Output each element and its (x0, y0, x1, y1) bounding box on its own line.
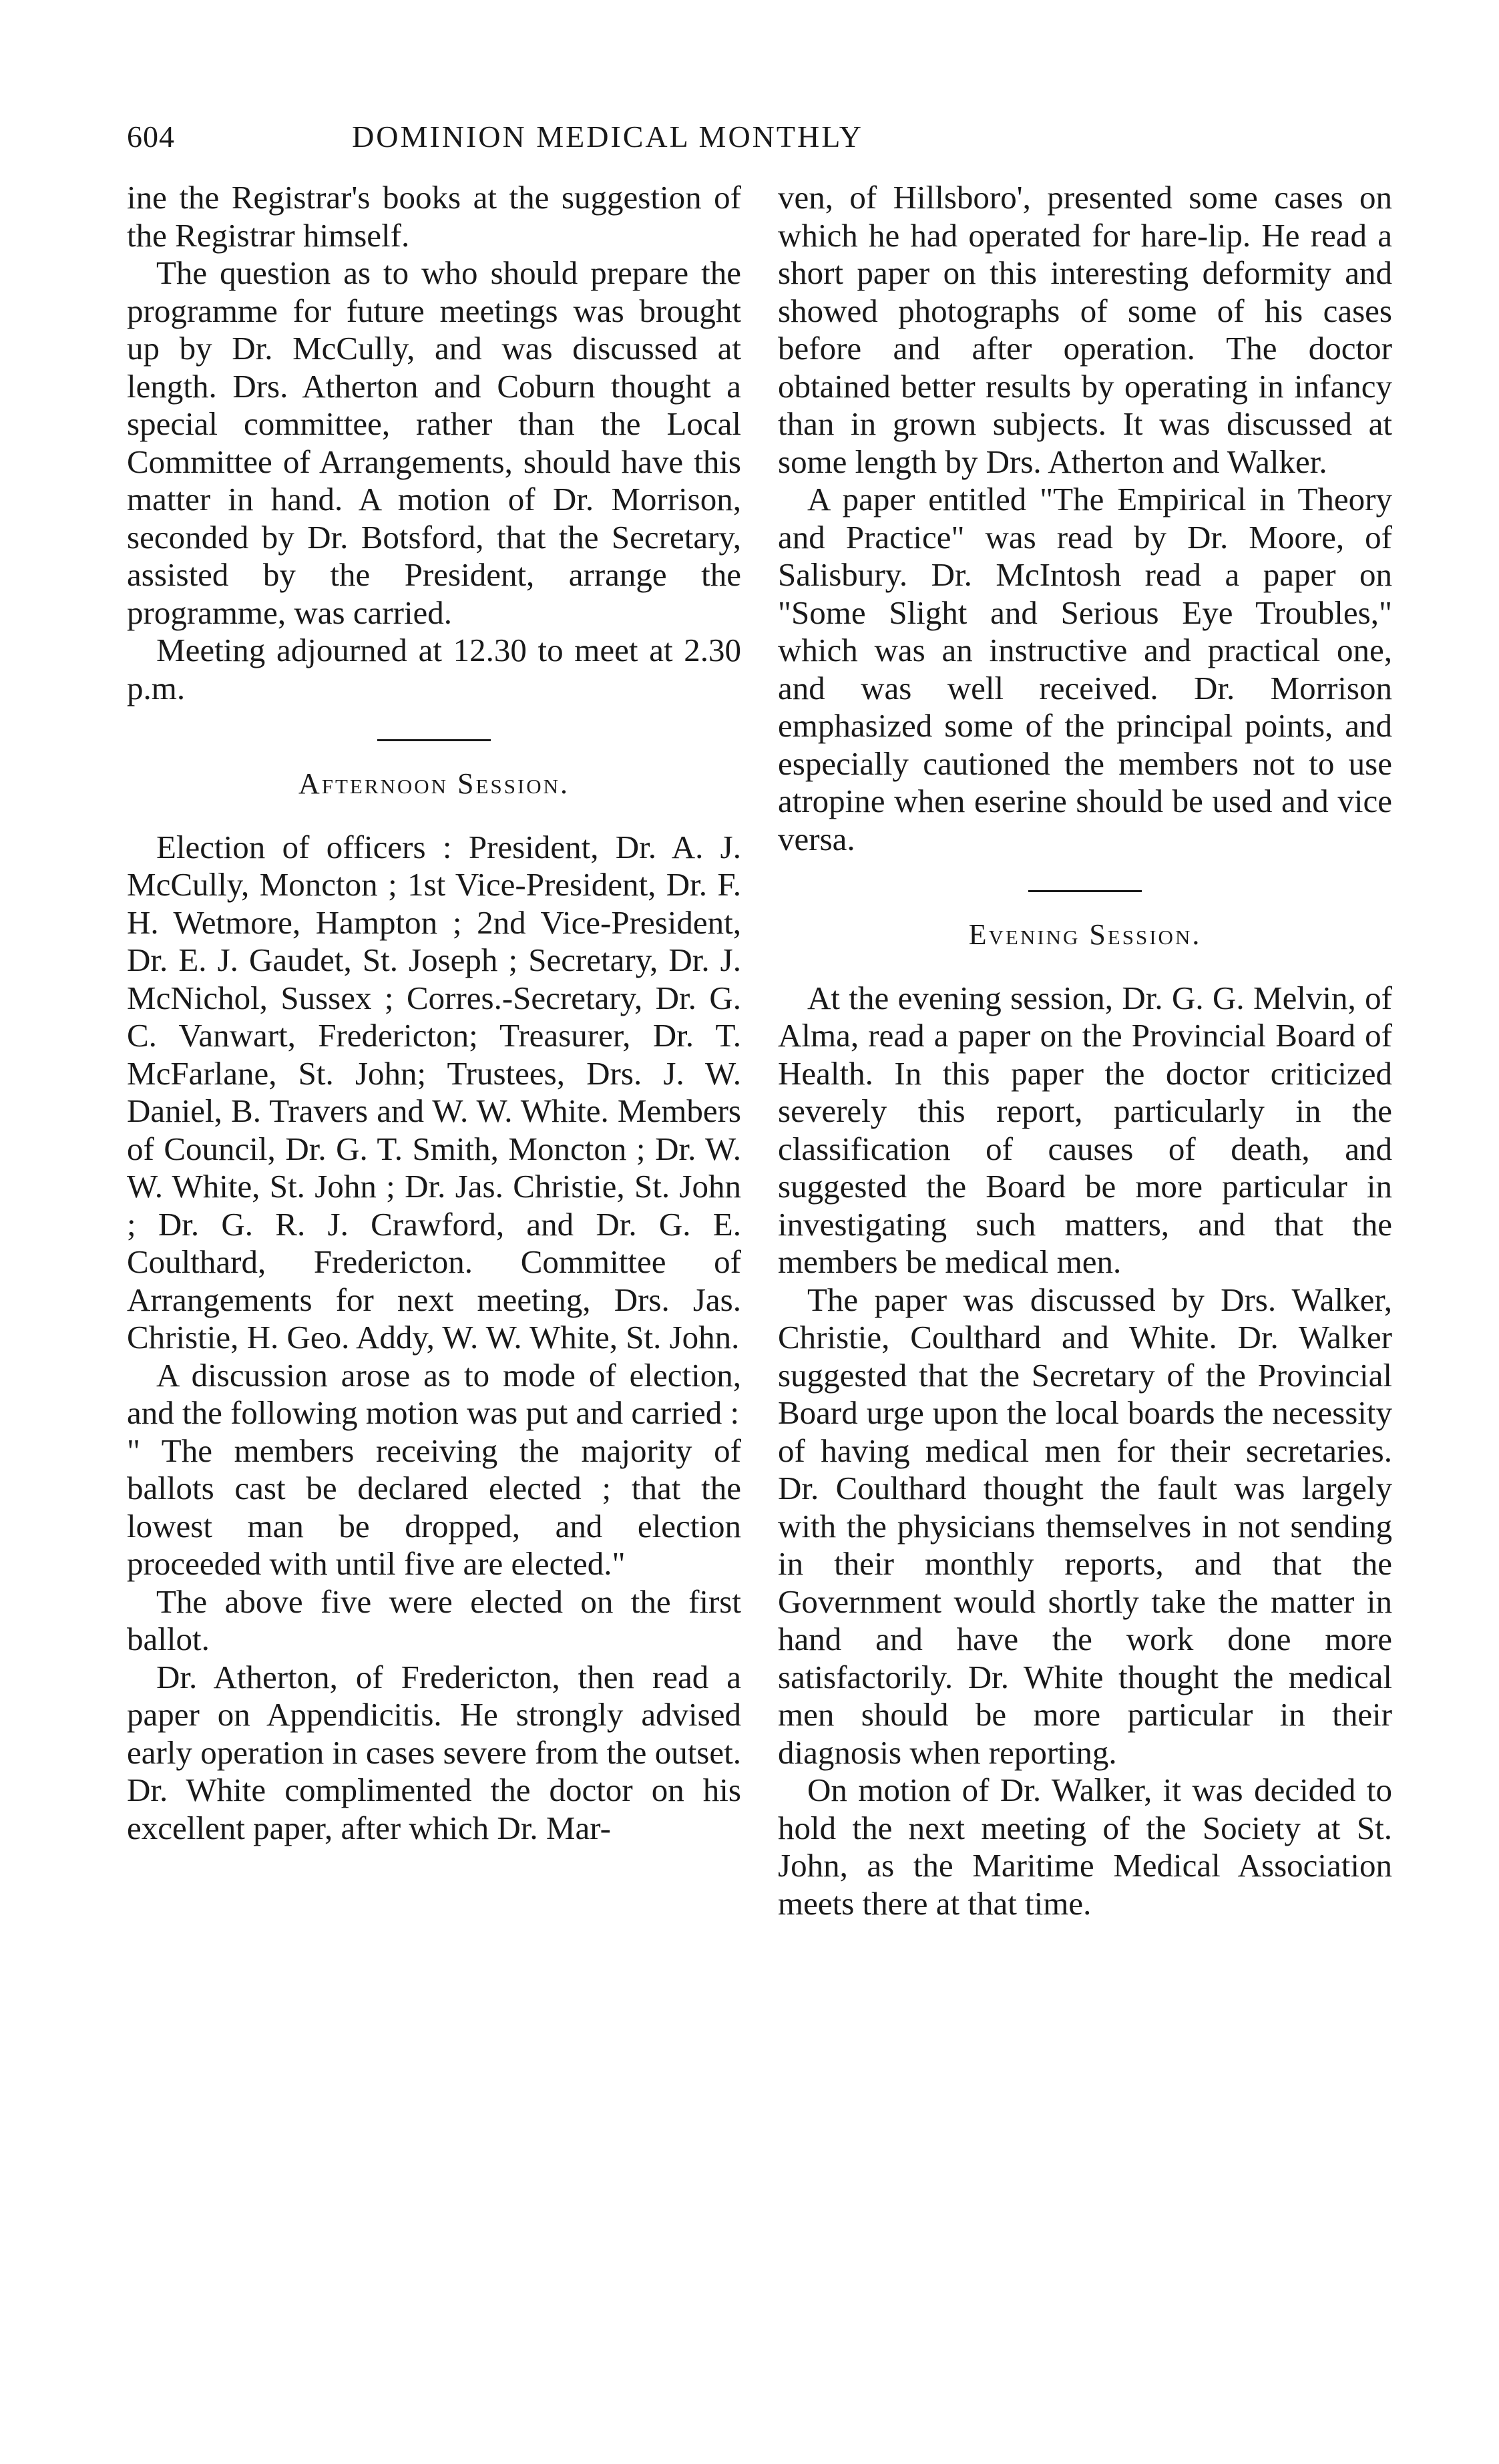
paragraph: A paper entitled "The Empirical in Theory and Practice" was read by Dr. Moore, of Salisbury. Dr. McIntosh read a paper on "Some Slight and Serious Eye Troubles," which was an instructive and practical one, and was well received. Dr. Morrison emphasized some of the principal points, and especially cautioned the members not to use atropine when eserine should be used and vice versa. (778, 481, 1392, 857)
section-divider (1028, 890, 1142, 892)
paragraph: Meeting adjourned at 12.30 to meet at 2.30 p.m. (127, 632, 741, 706)
evening-session-heading: Evening Session. (968, 918, 1202, 951)
left-column (127, 179, 741, 1847)
paragraph: On motion of Dr. Walker, it was decided to hold the next meeting of the Society at St. John, as the Maritime Medical Association meets there at that time. (778, 1772, 1392, 1922)
paragraph: ine the Registrar's books at the suggestion of the Registrar himself. (127, 179, 741, 254)
quoted-motion: " The members receiving the majority of ballots cast be declared elected ; that the lowest man be dropped, and election proceeded with until five are elected." (127, 1432, 741, 1582)
paragraph: A discussion arose as to mode of election, and the following motion was put and carried : (127, 1356, 741, 1431)
paragraph: At the evening session, Dr. G. G. Melvin, of Alma, read a paper on the Provincial Board of Health. In this paper the doctor criticized severely this report, particularly in the classification of causes of death, and suggested the Board be more particular in investigating such matters, and that the members be medical men. (778, 979, 1392, 1280)
paragraph: The above five were elected on the first ballot. (127, 1583, 741, 1657)
journal-title: DOMINION MEDICAL MONTHLY (352, 120, 863, 154)
right-column (778, 179, 1392, 1922)
paragraph: The paper was discussed by Drs. Walker, Christie, Coulthard and White. Dr. Walker suggested that the Secretary of the Provincial Board urge upon the local boards the necessity of having medical men for their secretaries. Dr. Coulthard thought the fault was largely with the physicians themselves in not sending in their monthly reports, and that the Government would shortly take the matter in hand and have the work done more satisfactorily. Dr. White thought the medical men should be more particular in their diagnosis when reporting. (778, 1281, 1392, 1771)
paragraph: Dr. Atherton, of Fredericton, then read a paper on Appendicitis. He strongly advised early operation in cases severe from the outset. Dr. White complimented the doctor on his excellent paper, after which Dr. Mar- (127, 1658, 741, 1846)
page-number: 604 (127, 120, 175, 154)
paragraph: The question as to who should prepare the programme for future meetings was brought up by Dr. McCully, and was discussed at length. Drs. Atherton and Coburn thought a special committee, rather than the Local Committee of Arrangements, should have this matter in hand. A motion of Dr. Morrison, seconded by Dr. Botsford, that the Secretary, assisted by the President, arrange the programme, was carried. (127, 254, 741, 631)
afternoon-session-heading: Afternoon Session. (298, 767, 570, 800)
running-head (127, 119, 1088, 166)
paragraph: Election of officers : President, Dr. A. J. McCully, Moncton ; 1st Vice-President, Dr. F. H. Wetmore, Hampton ; 2nd Vice-President, Dr. E. J. Gaudet, St. Joseph ; Secretary, Dr. J. McNichol, Sussex ; Corres.-Secretary, Dr. G. C. Vanwart, Fredericton; Treasurer, Dr. T. McFarlane, St. John; Trustees, Drs. J. W. Daniel, B. Travers and W. W. White. Members of Council, Dr. G. T. Smith, Moncton ; Dr. W. W. White, St. John ; Dr. Jas. Christie, St. John ; Dr. G. R. J. Crawford, and Dr. G. E. Coulthard, Fredericton. Committee of Arrangements for next meeting, Drs. Jas. Christie, H. Geo. Addy, W. W. White, St. John. (127, 828, 741, 1356)
paragraph: ven, of Hillsboro', presented some cases on which he had operated for hare-lip. He read a short paper on this interesting deformity and showed photographs of some of his cases before and after operation. The doctor obtained better results by operating in infancy than in grown subjects. It was discussed at some length by Drs. Atherton and Walker. (778, 179, 1392, 480)
section-divider (377, 739, 491, 741)
